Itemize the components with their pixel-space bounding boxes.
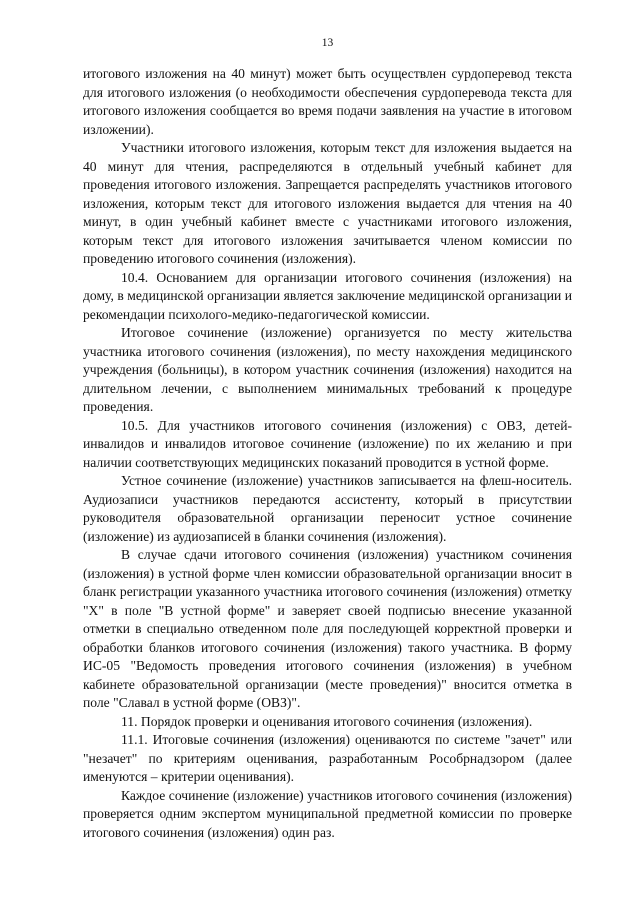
paragraph: Устное сочинение (изложение) участников записывается на флеш-носитель. Аудиозаписи участников передаются ассистенту, который в присутствии руководителя образовательной организации переносит устное сочинение (изложение) из аудиозаписей в бланки сочинения (изложения).	[83, 473, 572, 544]
paragraph-continuation: итогового изложения на 40 минут) может быть осуществлен сурдоперевод текста для итогового изложения (о необходимости обеспечения сурдоперевода текста для итогового изложения сообщается во время подачи заявления на участие в итоговом изложении).	[83, 66, 572, 137]
paragraph-section-11-1: 11.1. Итоговые сочинения (изложения) оцениваются по системе "зачет" или "незачет" по критериям оценивания, разработанным Рособрнадзором (далее именуются – критерии оценивания).	[83, 732, 572, 784]
paragraph-section-10-5: 10.5. Для участников итогового сочинения (изложения) с ОВЗ, детей-инвалидов и инвалидов итоговое сочинение (изложение) по их желанию и при наличии соответствующих медицинских показаний проводится в устной форме.	[83, 417, 572, 470]
paragraph: Участники итогового изложения, которым текст для изложения выдается на 40 минут для чтения, распределяются в отдельный учебный кабинет для проведения итогового изложения. Запрещается распределять участников итогового изложения, которым текст для итогового изложения выдается для чтения на 40 минут, в один учебный кабинет вместе с участниками итогового изложения, которым текст для итогового изложения зачитывается членом комиссии по проведению итогового сочинения (изложения).	[83, 140, 572, 266]
document-body	[83, 65, 572, 842]
paragraph-section-10-4: 10.4. Основанием для организации итогового сочинения (изложения) на дому, в медицинской организации является заключение медицинской организации и рекомендации психолого-медико-педагогической комиссии.	[83, 269, 572, 322]
paragraph: Каждое сочинение (изложение) участников итогового сочинения (изложения) проверяется одним экспертом муниципальной предметной комиссии по проверке итогового сочинения (изложения) один раз.	[83, 787, 572, 840]
page-number: 13	[321, 37, 334, 49]
section-heading-11: 11. Порядок проверки и оценивания итогового сочинения (изложения).	[121, 713, 533, 729]
paragraph: В случае сдачи итогового сочинения (изложения) участником сочинения (изложения) в устной форме член комиссии образовательной организации вносит в бланк регистрации указанного участника итогового сочинения (изложения) отметку "X" в поле "В устной форме" и заверяет своей подписью внесение указанной отметки в специально отведенном поле для последующей корректной проверки и обработки бланков итогового сочинения (изложения) такого участника. В форму ИС-05 "Ведомость проведения итогового сочинения (изложения) в учебном кабинете образовательной организации (месте проведения)" вносится отметка в поле "Славал в устной форме (ОВЗ)".	[83, 547, 572, 710]
paragraph: Итоговое сочинение (изложение) организуется по месту жительства участника итогового сочинения (изложения), по месту нахождения медицинского учреждения (больницы), в котором участник сочинения (изложения) находится на длительном лечении, с выполнением минимальных требований к процедуре проведения.	[83, 325, 572, 414]
